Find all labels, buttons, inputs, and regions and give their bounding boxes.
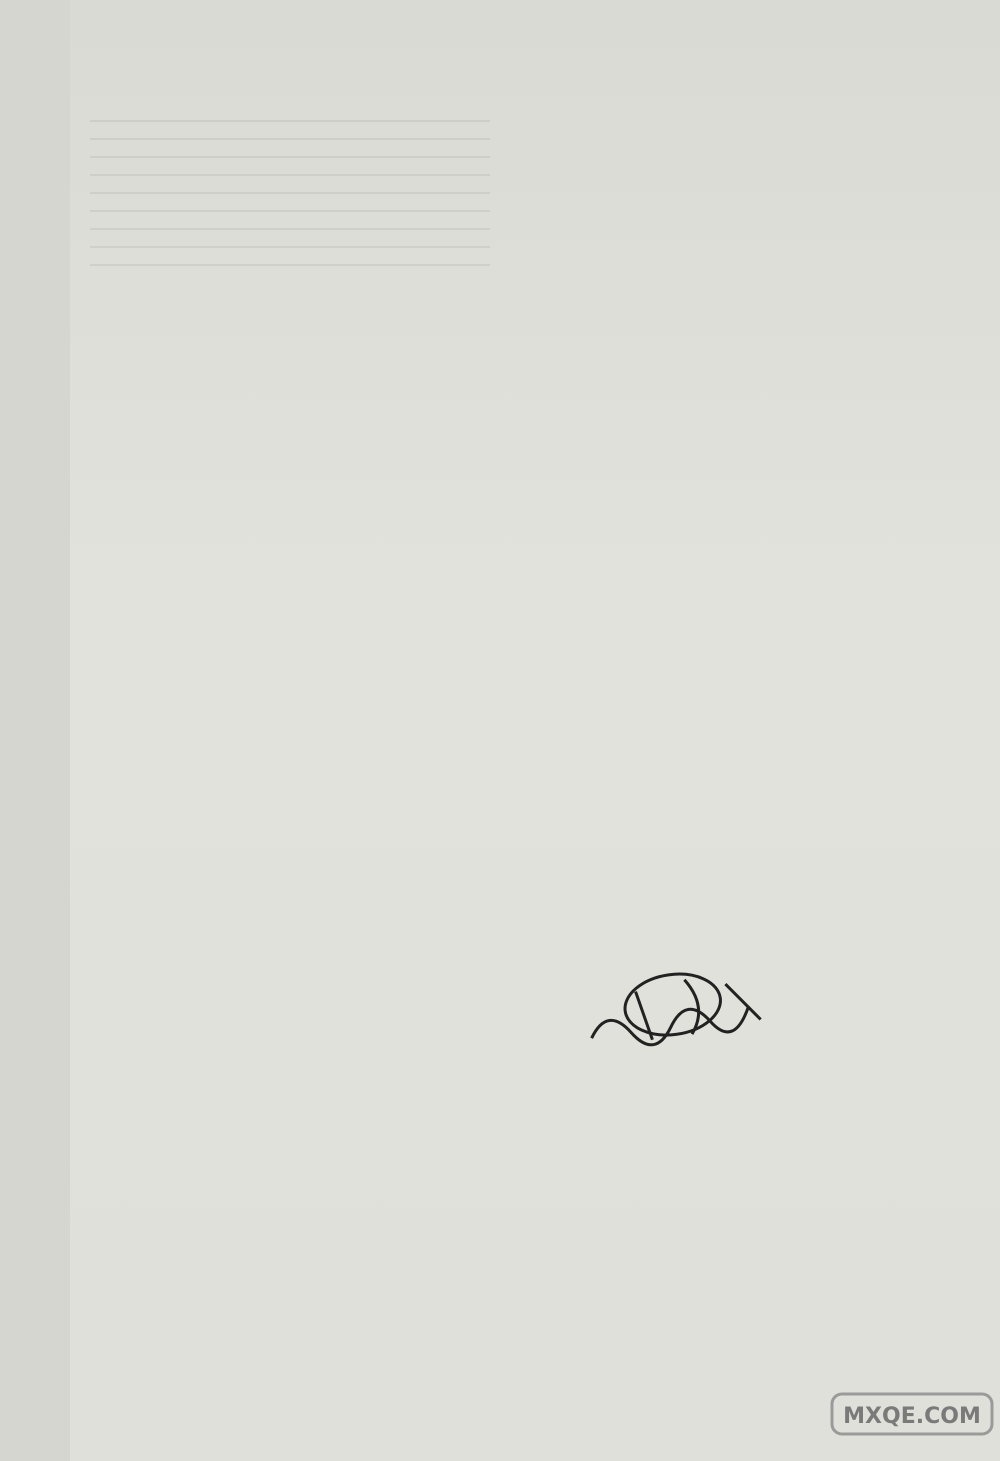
svg-text:MXQE.COM: MXQE.COM bbox=[843, 1404, 981, 1429]
right-column bbox=[586, 292, 956, 298]
left-column bbox=[103, 266, 455, 272]
bleed-through-text bbox=[90, 120, 490, 270]
logo-watermark-icon bbox=[830, 1390, 1000, 1450]
